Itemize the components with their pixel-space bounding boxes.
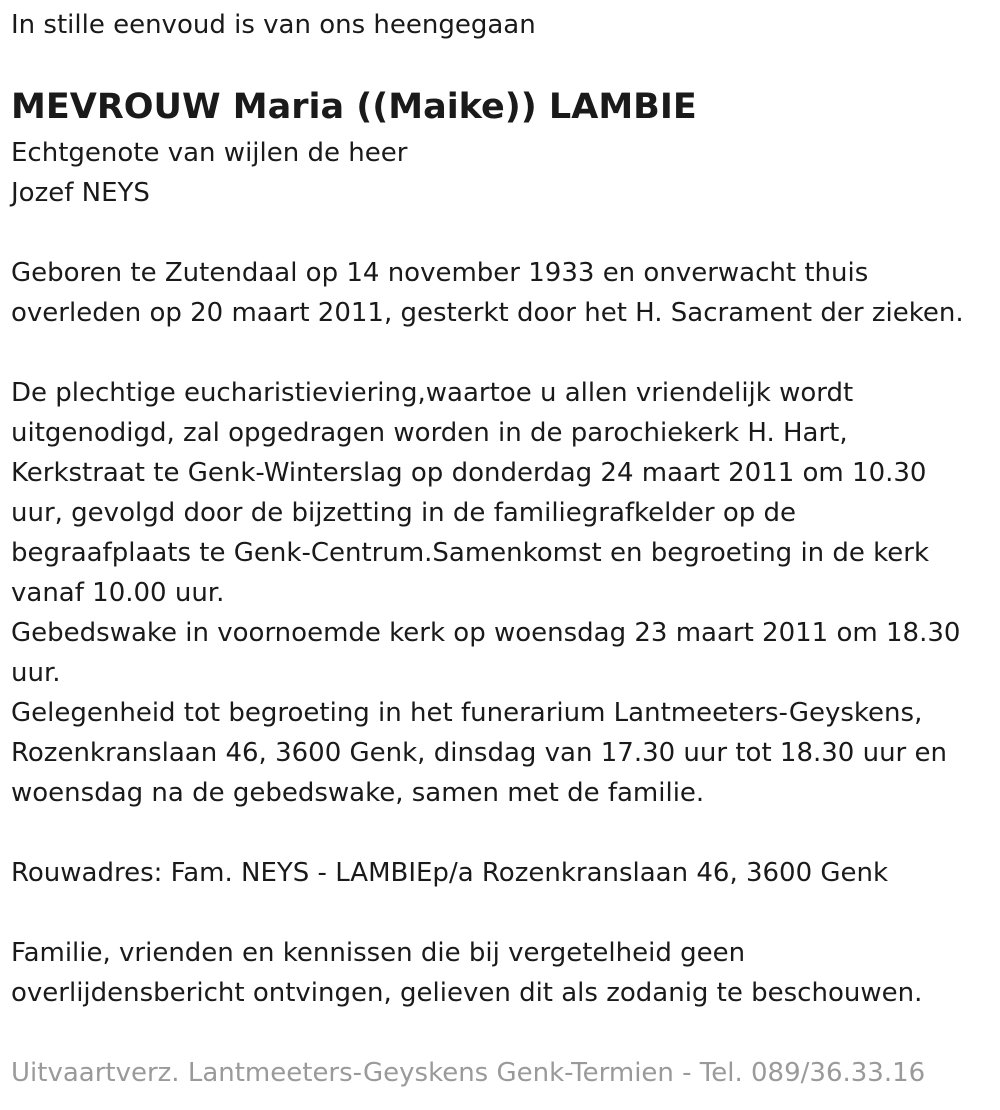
text-line: Familie, vrienden en kennissen die bij vergetelheid geen [11,938,746,968]
ceremony-paragraph [11,373,991,813]
text-line: Rozenkranslaan 46, 3600 Genk, dinsdag van 17.30 uur tot 18.30 uur en [11,738,947,768]
text-line: uur. [11,658,61,688]
text-line: De plechtige eucharistieviering,waartoe u allen vriendelijk wordt [11,378,854,408]
spacer [11,813,991,853]
text-line: woensdag na de gebedswake, samen met de familie. [11,778,705,808]
spouse-name: Jozef NEYS [11,178,150,208]
text-line: Kerkstraat te Genk-Winterslag op donderdag 24 maart 2011 om 10.30 [11,458,927,488]
text-line: uitgenodigd, zal opgedragen worden in de parochiekerk H. Hart, [11,418,848,448]
intro-text: In stille eenvoud is van ons heengegaan [11,10,536,40]
spouse-line: Echtgenote van wijlen de heer [11,138,408,168]
birth-death-paragraph [11,253,991,333]
text-line: Geboren te Zutendaal op 14 november 1933 en onverwacht thuis [11,258,869,288]
deceased-name: MEVROUW Maria ((Maike)) LAMBIE [11,87,697,127]
spacer [11,1013,991,1053]
notice-paragraph [11,933,991,1013]
text-line: vanaf 10.00 uur. [11,578,225,608]
obituary-notice [11,4,991,1093]
spouse-block [11,133,991,213]
text-line: overleden op 20 maart 2011, gesterkt door het H. Sacrament der zieken. [11,298,964,328]
text-line: begraafplaats te Genk-Centrum.Samenkomst en begroeting in de kerk [11,538,930,568]
spacer [11,213,991,253]
spacer [11,333,991,373]
funeral-home-footer: Uitvaartverz. Lantmeeters-Geyskens Genk-Termien - Tel. 089/36.33.16 [11,1058,926,1088]
spacer [11,893,991,933]
text-line: Gebedswake in voornoemde kerk op woensdag 23 maart 2011 om 18.30 [11,618,961,648]
mourning-address: Rouwadres: Fam. NEYS - LAMBIEp/a Rozenkranslaan 46, 3600 Genk [11,858,889,888]
text-line: overlijdensbericht ontvingen, gelieven dit als zodanig te beschouwen. [11,978,923,1008]
text-line: Gelegenheid tot begroeting in het funerarium Lantmeeters-Geyskens, [11,698,923,728]
text-line: uur, gevolgd door de bijzetting in de familiegrafkelder op de [11,498,797,528]
